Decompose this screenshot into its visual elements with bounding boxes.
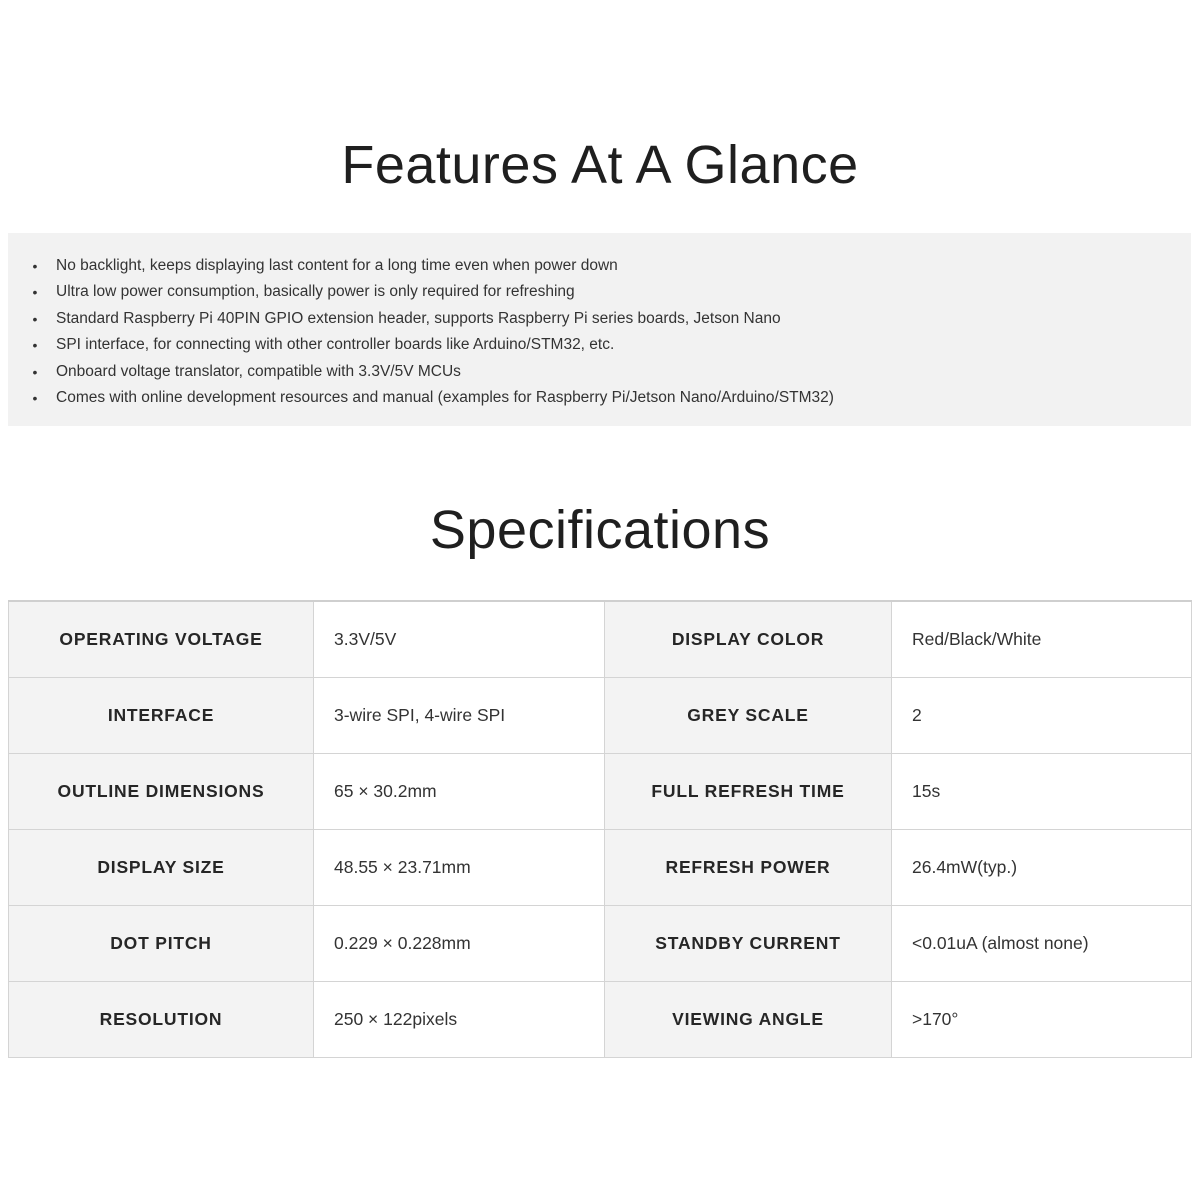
spec-value: 250 × 122pixels [314,982,605,1058]
table-row [9,754,1192,830]
spec-label: GREY SCALE [605,678,892,754]
features-list [30,253,1191,411]
spec-value: 26.4mW(typ.) [892,830,1192,906]
feature-text: Comes with online development resources and manual (examples for Raspberry Pi/Jetson Nano/Arduino/STM32) [56,389,834,407]
bullet-icon: • [32,390,38,407]
table-row [9,678,1192,754]
spec-label: DISPLAY SIZE [9,830,314,906]
spec-label: OUTLINE DIMENSIONS [9,754,314,830]
spec-label: DOT PITCH [9,906,314,982]
spec-label: FULL REFRESH TIME [605,754,892,830]
spec-label: DISPLAY COLOR [605,601,892,678]
feature-text: Standard Raspberry Pi 40PIN GPIO extension header, supports Raspberry Pi series boards, Jetson Nano [56,309,781,327]
feature-item [30,306,1191,332]
spec-value: 3-wire SPI, 4-wire SPI [314,678,605,754]
bullet-icon: • [32,337,38,354]
bullet-icon: • [32,284,38,301]
feature-item [30,332,1191,358]
spec-value: 0.229 × 0.228mm [314,906,605,982]
spec-value: 2 [892,678,1192,754]
spec-label: INTERFACE [9,678,314,754]
feature-item [30,279,1191,305]
spec-label: OPERATING VOLTAGE [9,601,314,678]
spec-label: REFRESH POWER [605,830,892,906]
feature-text: No backlight, keeps displaying last content for a long time even when power down [56,257,618,274]
spec-value: 15s [892,754,1192,830]
bullet-icon: • [32,363,38,380]
spec-label: STANDBY CURRENT [605,906,892,982]
table-row [9,601,1192,678]
spec-label: VIEWING ANGLE [605,982,892,1058]
feature-item [30,359,1191,385]
spec-label: RESOLUTION [9,982,314,1058]
table-row [9,982,1192,1058]
feature-item [30,385,1191,411]
specifications-title: Specifications [429,500,771,560]
features-panel [8,233,1191,426]
specifications-table [8,600,1192,1058]
table-row [9,830,1192,906]
bullet-icon: • [32,310,38,327]
spec-value: Red/Black/White [892,601,1192,678]
spec-value: 65 × 30.2mm [314,754,605,830]
feature-text: Ultra low power consumption, basically power is only required for refreshing [56,283,575,301]
feature-text: SPI interface, for connecting with other controller boards like Arduino/STM32, etc. [56,336,615,354]
spec-value: 48.55 × 23.71mm [314,830,605,906]
feature-item [30,253,1191,279]
features-title: Features At A Glance [341,135,859,195]
feature-text: Onboard voltage translator, compatible with 3.3V/5V MCUs [56,362,461,380]
spec-value: >170° [892,982,1192,1058]
bullet-icon: • [32,258,38,274]
spec-value: <0.01uA (almost none) [892,906,1192,982]
table-row [9,906,1192,982]
spec-value: 3.3V/5V [314,601,605,678]
